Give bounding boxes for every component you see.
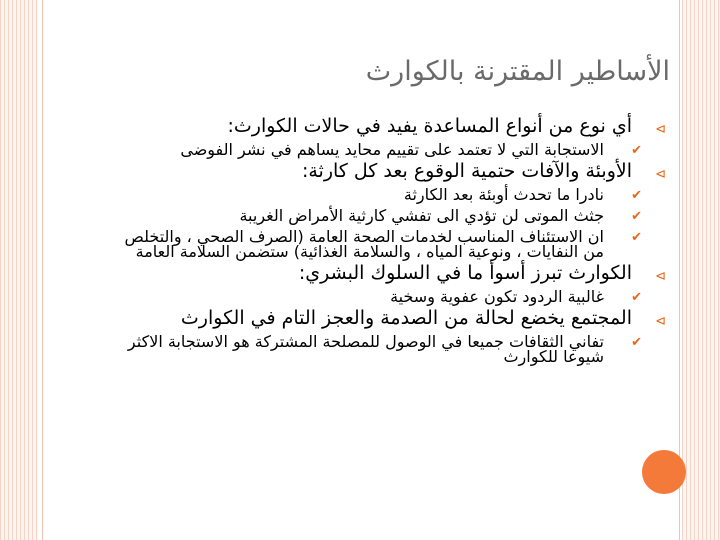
check-icon: ✔ <box>631 209 642 224</box>
left-stripe-border <box>0 0 38 540</box>
sub-bullet-item <box>112 334 646 364</box>
bullet-list <box>112 112 672 364</box>
orange-circle-decoration <box>642 450 686 494</box>
bullet-text: أي نوع من أنواع المساعدة يفيد في حالات الكوارث: <box>227 115 632 137</box>
bullet-item <box>112 308 672 328</box>
sub-bullet-text: ان الاستئناف المناسب لخدمات الصحة العامة (الصرف الصحي ، والتخلص من النفايات ، ونوعية المياه ، والسلامة الغذائية) ستضمن السلامة العامة <box>124 227 604 261</box>
sub-bullet-text: نادرا ما تحدث أوبئة بعد الكارثة <box>403 185 604 204</box>
sub-bullet-item <box>112 187 646 202</box>
sub-bullet-item <box>112 229 646 259</box>
check-icon: ✔ <box>631 143 642 158</box>
triangle-arrow-icon: ⊳ <box>655 167 666 182</box>
triangle-arrow-icon: ⊳ <box>655 122 666 137</box>
bullet-item <box>112 116 672 136</box>
check-icon: ✔ <box>631 188 642 203</box>
sub-bullet-item <box>112 289 646 304</box>
bullet-text: الأوبئة والآفات حتمية الوقوع بعد كل كارثة: <box>301 160 632 182</box>
sub-bullet-text: غالبية الردود تكون عفوية وسخية <box>390 287 604 306</box>
triangle-arrow-icon: ⊳ <box>655 314 666 329</box>
check-icon: ✔ <box>631 230 642 245</box>
sub-bullet-item <box>112 142 646 157</box>
right-stripe-border <box>682 0 720 540</box>
slide-title: الأساطير المقترنة بالكوارث <box>365 56 670 87</box>
sub-bullet-item <box>112 208 646 223</box>
check-icon: ✔ <box>631 290 642 305</box>
triangle-arrow-icon: ⊳ <box>655 269 666 284</box>
bullet-item <box>112 263 672 283</box>
check-icon: ✔ <box>631 335 642 350</box>
sub-bullet-text: جثث الموتى لن تؤدي الى تفشي كارثية الأمراض الغريبة <box>239 206 604 225</box>
bullet-item <box>112 161 672 181</box>
bullet-text: الكوارث تبرز أسوأ ما في السلوك البشري: <box>298 262 632 284</box>
sub-bullet-text: الاستجابة التي لا تعتمد على تقييم محايد يساهم في نشر الفوضى <box>180 140 604 159</box>
sub-bullet-text: تفاني الثقافات جميعا في الوصول للمصلحة المشتركة هو الاستجابة الاكثر شيوعا للكوارث <box>127 332 604 366</box>
bullet-text: المجتمع يخضع لحالة من الصدمة والعجز التام في الكوارث <box>180 307 632 329</box>
